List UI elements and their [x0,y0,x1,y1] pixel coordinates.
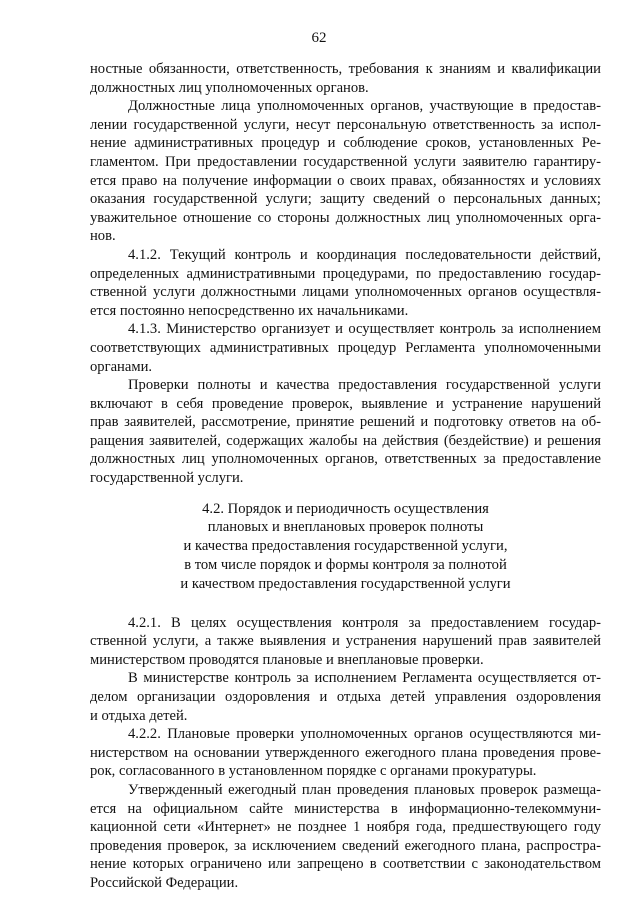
text-line: В министерстве контроль за исполнением Регламента осуществляется от- [128,670,601,687]
text-line: ется право на получение информации о своих правах, обязанностях и условиях [90,172,601,189]
text-line: прав заявителей, рассмотрение, принятие решений и подготовку ответов на об- [90,414,601,431]
text-line: нение административных процедур и соблюдение сроков, установленных Ре- [90,135,601,152]
text-line: 4.2.2. Плановые проверки уполномоченных органов осуществляются ми- [128,726,601,743]
text-line: рок, согласованного в установленном порядке с органами прокуратуры. [90,763,537,780]
text-line: делом организации оздоровления и отдыха детей управления оздоровления [90,689,601,706]
text-line: должностных лиц уполномоченных органов, ответственных за предоставление [90,451,601,468]
text-line: кационной сети «Интернет» не позднее 1 ноября года, предшествующего году [90,819,601,836]
text-line: нов. [90,228,116,245]
text-line: Проверки полноты и качества предоставления государственной услуги [128,377,601,394]
text-line: ращения заявителей, содержащих жалобы на действия (бездействие) и решения [90,432,601,449]
paragraph [90,60,601,97]
text-line: 4.2.1. В целях осуществления контроля за предоставлением государ- [128,614,601,631]
text-line: Должностные лица уполномоченных органов, участвующие в предостав- [128,98,601,115]
paragraph [90,320,601,376]
paragraph [90,246,601,320]
text-line: ется на официальном сайте министерства в информационно-телекоммуни- [90,800,601,817]
paragraph [90,376,601,488]
paragraph [90,781,601,893]
text-line: 4.1.2. Текущий контроль и координация последовательности действий, [128,246,601,263]
text-line: ется постоянно непосредственно их начальниками. [90,302,409,319]
paragraph [90,669,601,725]
text-line: и отдыха детей. [90,707,188,724]
heading-line: 4.2. Порядок и периодичность осуществления [202,500,489,517]
section-4-1-text [90,60,601,488]
document-body [90,60,601,893]
text-line: включают в себя проведение проверок, выявление и устранение нарушений [90,395,601,412]
text-line: гламентом. При предоставлении государственной услуги заявителю гарантиру- [90,153,601,170]
text-line: нение которых ограничено или запрещено в соответствии с законодательством [90,856,601,873]
text-line: проведения проверок, за исключением сведений ежегодного плана, распростра- [90,837,601,854]
text-line: государственной услуги. [90,470,244,487]
page-number: 62 [311,30,327,46]
text-line: органами. [90,358,153,375]
paragraph [90,725,601,781]
heading-line: и качеством предоставления государственной услуги [180,575,511,592]
text-line: нистерством на основании утвержденного ежегодного плана проведения прове- [90,744,601,761]
text-line: ственной услуги должностными лицами уполномоченных органов осуществля- [90,284,601,301]
text-line: Российской Федерации. [90,874,239,891]
text-line: лении государственной услуги, несут персональную ответственность за испол- [90,116,601,133]
text-line: должностных лиц уполномоченных органов. [90,79,369,96]
heading-line: плановых и внеплановых проверок полноты [207,519,484,536]
text-line: Утвержденный ежегодный план проведения плановых проверок размеща- [128,781,601,798]
paragraph [90,614,601,670]
text-line: определенных административными процедурами, по предоставлению государ- [90,265,601,282]
text-line: уважительное отношение со стороны должностных лиц уполномоченных орга- [90,209,601,226]
section-heading-4-2 [90,500,601,594]
text-line: министерством проводятся плановые и внеплановые проверки. [90,651,484,668]
section-4-2-text [90,614,601,893]
text-line: ственной услуги, а также выявления и устранения нарушений прав заявителей [90,633,601,650]
paragraph [90,97,601,246]
text-line: соответствующих административных процедур Регламента уполномоченными [90,339,601,356]
heading-line: и качества предоставления государственной услуги, [183,538,508,555]
text-line: оказания государственной услуги; защиту сведений о персональных данных; [90,191,601,208]
text-line: ностные обязанности, ответственность, требования к знаниям и квалификации [90,61,601,77]
text-line: 4.1.3. Министерство организует и осуществляет контроль за исполнением [128,321,601,338]
heading-line: в том числе порядок и формы контроля за полнотой [184,557,507,574]
